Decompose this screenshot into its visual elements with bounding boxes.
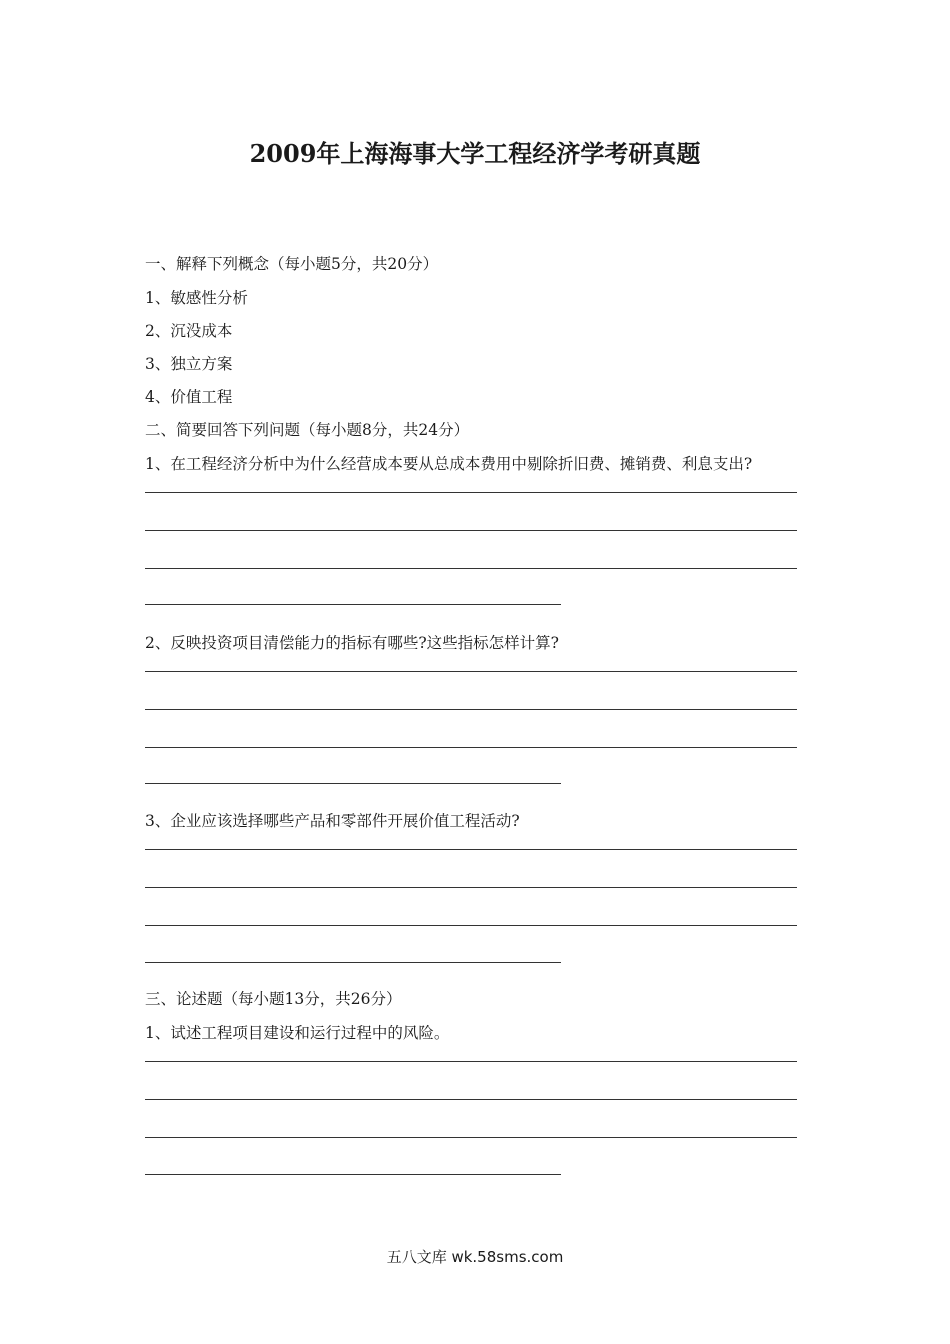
concept-item: 3、独立方案 <box>145 355 233 373</box>
answer-line <box>145 492 797 493</box>
answer-line <box>145 671 797 672</box>
answer-line <box>145 1061 797 1062</box>
concept-item: 4、价值工程 <box>145 388 233 406</box>
answer-line <box>145 568 797 569</box>
answer-line <box>145 1099 797 1100</box>
answer-line <box>145 887 797 888</box>
concept-item: 2、沉没成本 <box>145 322 233 340</box>
footer-watermark: 五八文库 wk.58sms.com <box>386 1248 564 1266</box>
answer-line <box>145 849 797 850</box>
question-text: 3、企业应该选择哪些产品和零部件开展价值工程活动? <box>145 812 520 830</box>
question-text: 2、反映投资项目清偿能力的指标有哪些?这些指标怎样计算? <box>145 634 559 652</box>
answer-line <box>145 747 797 748</box>
answer-line <box>145 783 561 784</box>
question-text: 1、在工程经济分析中为什么经营成本要从总成本费用中剔除折旧费、摊销费、利息支出? <box>145 455 753 473</box>
section-2-heading: 二、简要回答下列问题（每小题8分，共24分） <box>145 421 470 439</box>
answer-line <box>145 604 561 605</box>
concept-item: 1、敏感性分析 <box>145 289 248 307</box>
question-text: 1、试述工程项目建设和运行过程中的风险。 <box>145 1024 450 1042</box>
answer-line <box>145 925 797 926</box>
answer-line <box>145 962 561 963</box>
page-title: 2009年上海海事大学工程经济学考研真题 <box>249 139 701 168</box>
section-3-heading: 三、论述题（每小题13分，共26分） <box>145 990 402 1008</box>
answer-line <box>145 709 797 710</box>
answer-line <box>145 530 797 531</box>
section-1-heading: 一、解释下列概念（每小题5分，共20分） <box>145 255 439 273</box>
answer-line <box>145 1174 561 1175</box>
answer-line <box>145 1137 797 1138</box>
